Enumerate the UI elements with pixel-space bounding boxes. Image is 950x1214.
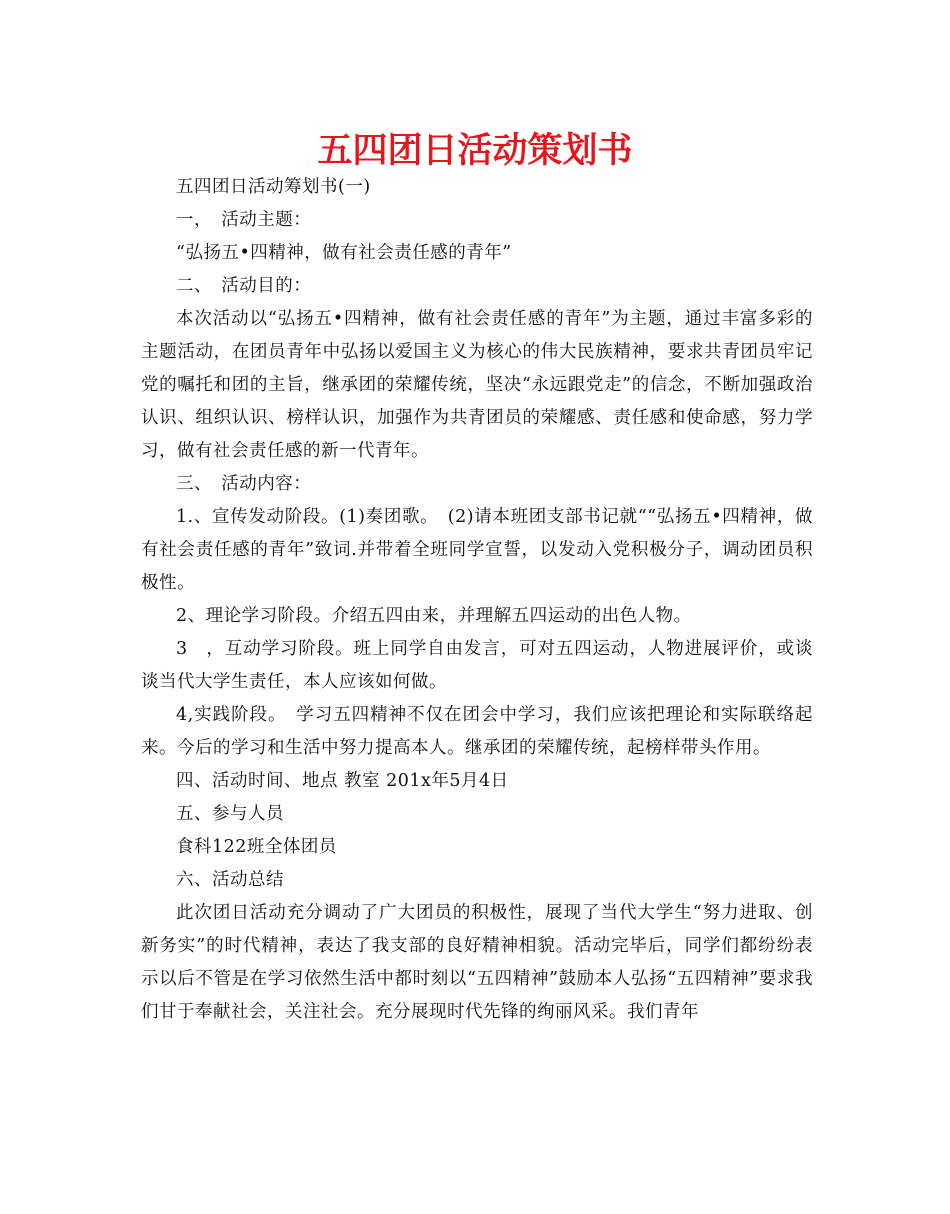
content-item-3: 3 ，互动学习阶段。班上同学自由发言，可对五四运动，人物进展评价，或谈谈当代大学生责任，本人应该如何做。: [141, 639, 813, 692]
summary-paragraph: 此次团日活动充分调动了广大团员的积极性，展现了当代大学生“努力进取、创新务实”的时代精神，表达了我支部的良好精神相貌。活动完毕后，同学们都纷纷表示以后不管是在学习依然生活中都时刻以“五四精神”鼓励本人弘扬“五四精神”要求我们甘于奉献社会，关注社会。充分展现时代先锋的绚丽风采。我们青年: [141, 903, 813, 1022]
content-item-2: 2、理论学习阶段。介绍五四由来，并理解五四运动的出色人物。: [176, 606, 692, 626]
section-heading-theme: 一， 活动主题：: [176, 210, 312, 230]
section-heading-time-place: 四、活动时间、地点 教室 201x年5月4日: [176, 771, 509, 791]
participants-paragraph: 食科122班全体团员: [176, 837, 337, 857]
document-body: [141, 171, 813, 1029]
subtitle-paragraph: 五四团日活动筹划书(一): [176, 177, 371, 197]
theme-slogan: “弘扬五•四精神，做有社会责任感的青年”: [176, 243, 512, 263]
section-heading-content: 三、 活动内容：: [176, 474, 312, 494]
section-heading-summary: 六、活动总结: [176, 870, 284, 890]
content-item-4: 4,实践阶段。 学习五四精神不仅在团会中学习，我们应该把理论和实际联络起来。今后的学习和生活中努力提高本人。继承团的荣耀传统，起榜样带头作用。: [141, 705, 813, 758]
section-heading-participants: 五、参与人员: [176, 804, 284, 824]
content-item-1: 1.、宣传发动阶段。(1)奏团歌。 (2)请本班团支部书记就““弘扬五•四精神，做有社会责任感的青年”致词.并带着全班同学宣誓，以发动入党积极分子，调动团员积极性。: [141, 507, 813, 593]
section-heading-purpose: 二、 活动目的：: [176, 276, 312, 296]
document-title: 五四团日活动策划书: [317, 131, 633, 171]
purpose-paragraph: 本次活动以“弘扬五•四精神，做有社会责任感的青年”为主题，通过丰富多彩的主题活动，在团员青年中弘扬以爱国主义为核心的伟大民族精神，要求共青团员牢记党的嘱托和团的主旨，继承团的荣耀传统，坚决“永远跟党走”的信念，不断加强政治认识、组织认识、榜样认识，加强作为共青团员的荣耀感、责任感和使命感，努力学习，做有社会责任感的新一代青年。: [141, 309, 813, 461]
